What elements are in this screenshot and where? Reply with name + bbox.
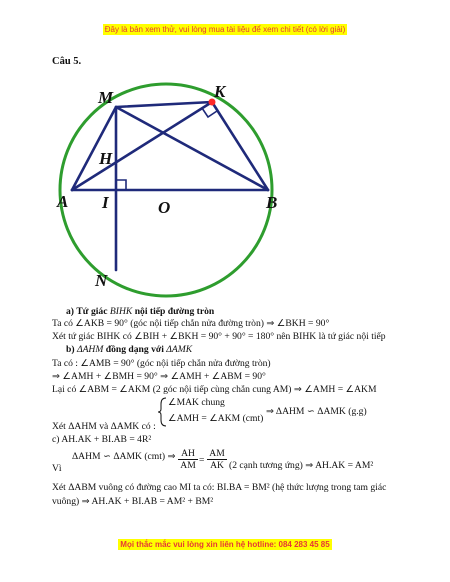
part-b-line-3: Lại có ∠ABM = ∠AKM (2 góc nội tiếp cùng chắn cung AM) ⇒ ∠AMH = ∠AKM: [52, 384, 377, 395]
label-B: B: [266, 193, 278, 212]
label-K: K: [214, 82, 226, 101]
part-a-line-1: Ta có ∠AKB = 90° (góc nội tiếp chắn nửa đường tròn) ⇒ ∠BKH = 90°: [52, 318, 330, 329]
label-H: H: [99, 149, 113, 168]
brace-condition-1: ∠MAK chung: [168, 397, 225, 408]
part-c-line-1-left: ΔAHM ∽ ΔAMK (cmt) ⇒: [72, 451, 176, 462]
fraction-AH-AM: AH AM: [178, 448, 198, 471]
part-c-line-3: vuông) ⇒ AH.AK + BI.AB = AM² + BM²: [52, 496, 214, 507]
label-O: O: [158, 198, 171, 217]
label-I: I: [102, 193, 109, 212]
label-N: N: [95, 271, 108, 290]
part-a-line-2: Xét tứ giác BIHK có ∠BIH + ∠BKH = 90° + 90° = 180° nên BIHK là tứ giác nội tiếp: [52, 331, 386, 342]
part-b-line-2: ⇒ ∠AMH + ∠BMH = 90° ⇒ ∠AMH + ∠ABM = 90°: [52, 371, 266, 382]
part-b-conclusion: ⇒ ΔAHM ∽ ΔAMK (g.g): [266, 406, 367, 417]
right-angle-mark-K: [202, 108, 217, 117]
hotline-banner: Mọi thắc mắc vui lòng xin liên hệ hotline: 084 283 45 85: [120, 540, 330, 549]
left-brace: [158, 397, 168, 427]
preview-banner: Đây là bản xem thử, vui lòng mua tài liệu để xem chi tiết (có lời giải): [104, 25, 346, 34]
brace-condition-2: ∠AMH = ∠AKM (cmt): [168, 413, 264, 424]
label-M: M: [98, 88, 114, 107]
part-c-prefix: Vì: [52, 463, 62, 474]
part-c-heading: c) AH.AK + BI.AB = 4R²: [52, 434, 152, 445]
part-b-heading: b) ΔAHM đồng dạng với ΔAMK: [66, 344, 193, 355]
part-b-line-4-left: Xét ΔAHM và ΔAMK có :: [52, 421, 156, 432]
question-label: Câu 5.: [52, 56, 82, 67]
segment-MK: [116, 102, 212, 107]
part-b-line-1: Ta có : ∠AMB = 90° (góc nội tiếp chắn nửa đường tròn): [52, 358, 271, 369]
fraction-AM-AK: AM AK: [207, 448, 227, 471]
part-c-line-1-right: (2 cạnh tương ứng) ⇒ AH.AK = AM²: [229, 460, 374, 471]
part-c-line-2: Xét ΔABM vuông có đường cao MI ta có: BI.BA = BM² (hệ thức lượng trong tam giác: [52, 482, 387, 493]
fraction-equals: =: [199, 455, 205, 466]
label-A: A: [57, 192, 69, 211]
part-a-heading: a) Tứ giác BIHK nội tiếp đường tròn: [66, 306, 215, 317]
geometry-figure: [0, 70, 450, 305]
right-angle-mark-I: [116, 180, 126, 190]
